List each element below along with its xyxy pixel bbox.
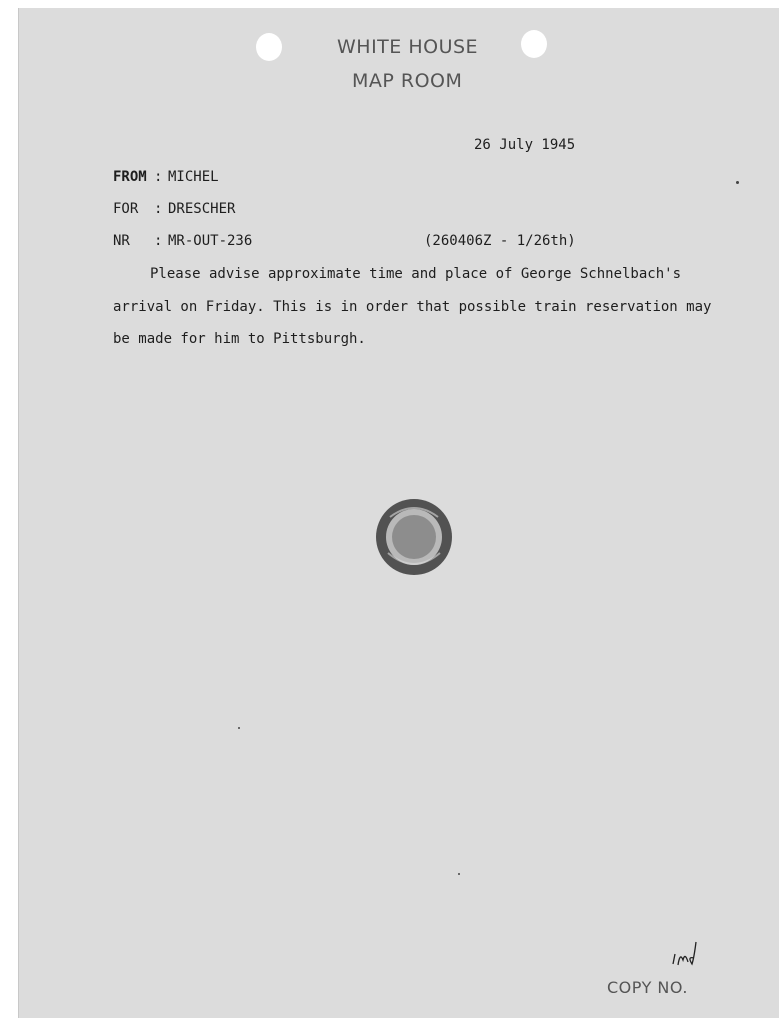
nr-value: MR-OUT-236 — [168, 233, 253, 249]
body-line-3: be made for him to Pittsburgh. — [113, 331, 366, 347]
date-time-group: (260406Z - 1/26th) — [424, 233, 576, 249]
body-line-1: Please advise approximate time and place of George Schnelbach's — [150, 266, 682, 282]
from-separator: : — [154, 169, 163, 185]
punch-hole-left — [256, 33, 282, 61]
for-label: FOR — [113, 201, 139, 217]
paper-speck — [736, 181, 739, 184]
paper-speck — [238, 727, 240, 729]
document-date: 26 July 1945 — [474, 137, 576, 153]
from-value: MICHEL — [168, 169, 219, 185]
for-separator: : — [154, 201, 163, 217]
nr-label: NR — [113, 233, 130, 249]
archives-stamp — [370, 493, 458, 581]
handwritten-initials — [670, 940, 702, 970]
nr-separator: : — [154, 233, 163, 249]
for-value: DRESCHER — [168, 201, 236, 217]
paper-speck — [458, 873, 460, 875]
letterhead-line-1: WHITE HOUSE — [337, 36, 479, 58]
punch-hole-right — [521, 30, 547, 58]
body-line-2: arrival on Friday. This is in order that possible train reservation may — [113, 299, 712, 315]
copy-number-label: COPY NO. — [607, 978, 688, 997]
from-label: FROM — [113, 169, 147, 185]
letterhead-line-2: MAP ROOM — [352, 70, 463, 92]
